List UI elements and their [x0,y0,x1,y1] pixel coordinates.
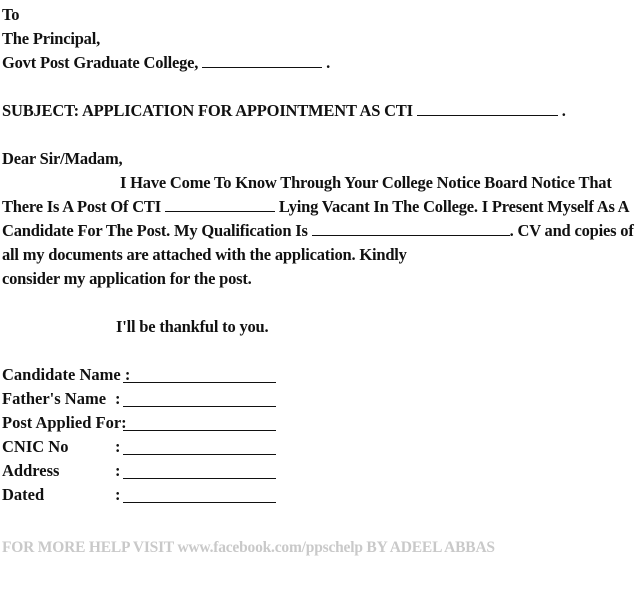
father-name-blank [123,405,276,407]
college-line-end: . [326,53,331,72]
body-line-5: consider my application for the post. [2,269,252,288]
address-label: Address [2,461,60,480]
subject-line [2,101,566,121]
body-line-2 [2,197,629,217]
subject-text: SUBJECT: APPLICATION FOR APPOINTMENT AS CTI [2,101,413,120]
dated-colon: : [115,485,121,504]
address-blank [123,477,276,479]
body-line-2-start: There Is A Post Of CTI [2,197,161,216]
father-name-colon: : [115,389,121,408]
addressee-college: Govt Post Graduate College, [2,53,199,72]
qualification-blank [312,221,510,236]
salutation: Dear Sir/Madam, [2,149,123,168]
post-applied-label: Post Applied For: [2,413,127,432]
subject-line-end: . [561,101,566,120]
footer-help-note: FOR MORE HELP VISIT www.facebook.com/ppschelp BY ADEEL ABBAS [2,539,495,556]
candidate-name-blank [123,381,276,383]
addressee-principal: The Principal, [2,29,101,48]
dated-blank [123,501,276,503]
college-name-blank [202,53,322,68]
closing: I'll be thankful to you. [116,317,269,336]
father-name-label: Father's Name [2,389,107,408]
cti-post-blank [165,197,275,212]
cnic-blank [123,453,276,455]
body-line-4: all my documents are attached with the application. Kindly [2,245,407,264]
body-line-2-end: Lying Vacant In The College. I Present Myself As A [278,197,630,216]
addressee-college-line [2,53,330,73]
candidate-name-label: Candidate Name : [2,365,131,384]
address-colon: : [115,461,121,480]
cnic-colon: : [115,437,121,456]
addressee-to: To [2,5,20,24]
body-line-3 [2,221,634,241]
subject-blank [417,101,558,116]
dated-label: Dated [2,485,45,504]
post-applied-blank [123,429,276,431]
body-line-1: I Have Come To Know Through Your College Notice Board Notice That [120,173,612,192]
body-line-3-start: Candidate For The Post. My Qualification Is [2,221,308,240]
cnic-label: CNIC No [2,437,69,456]
body-line-3-end: . CV and copies of [509,221,634,240]
